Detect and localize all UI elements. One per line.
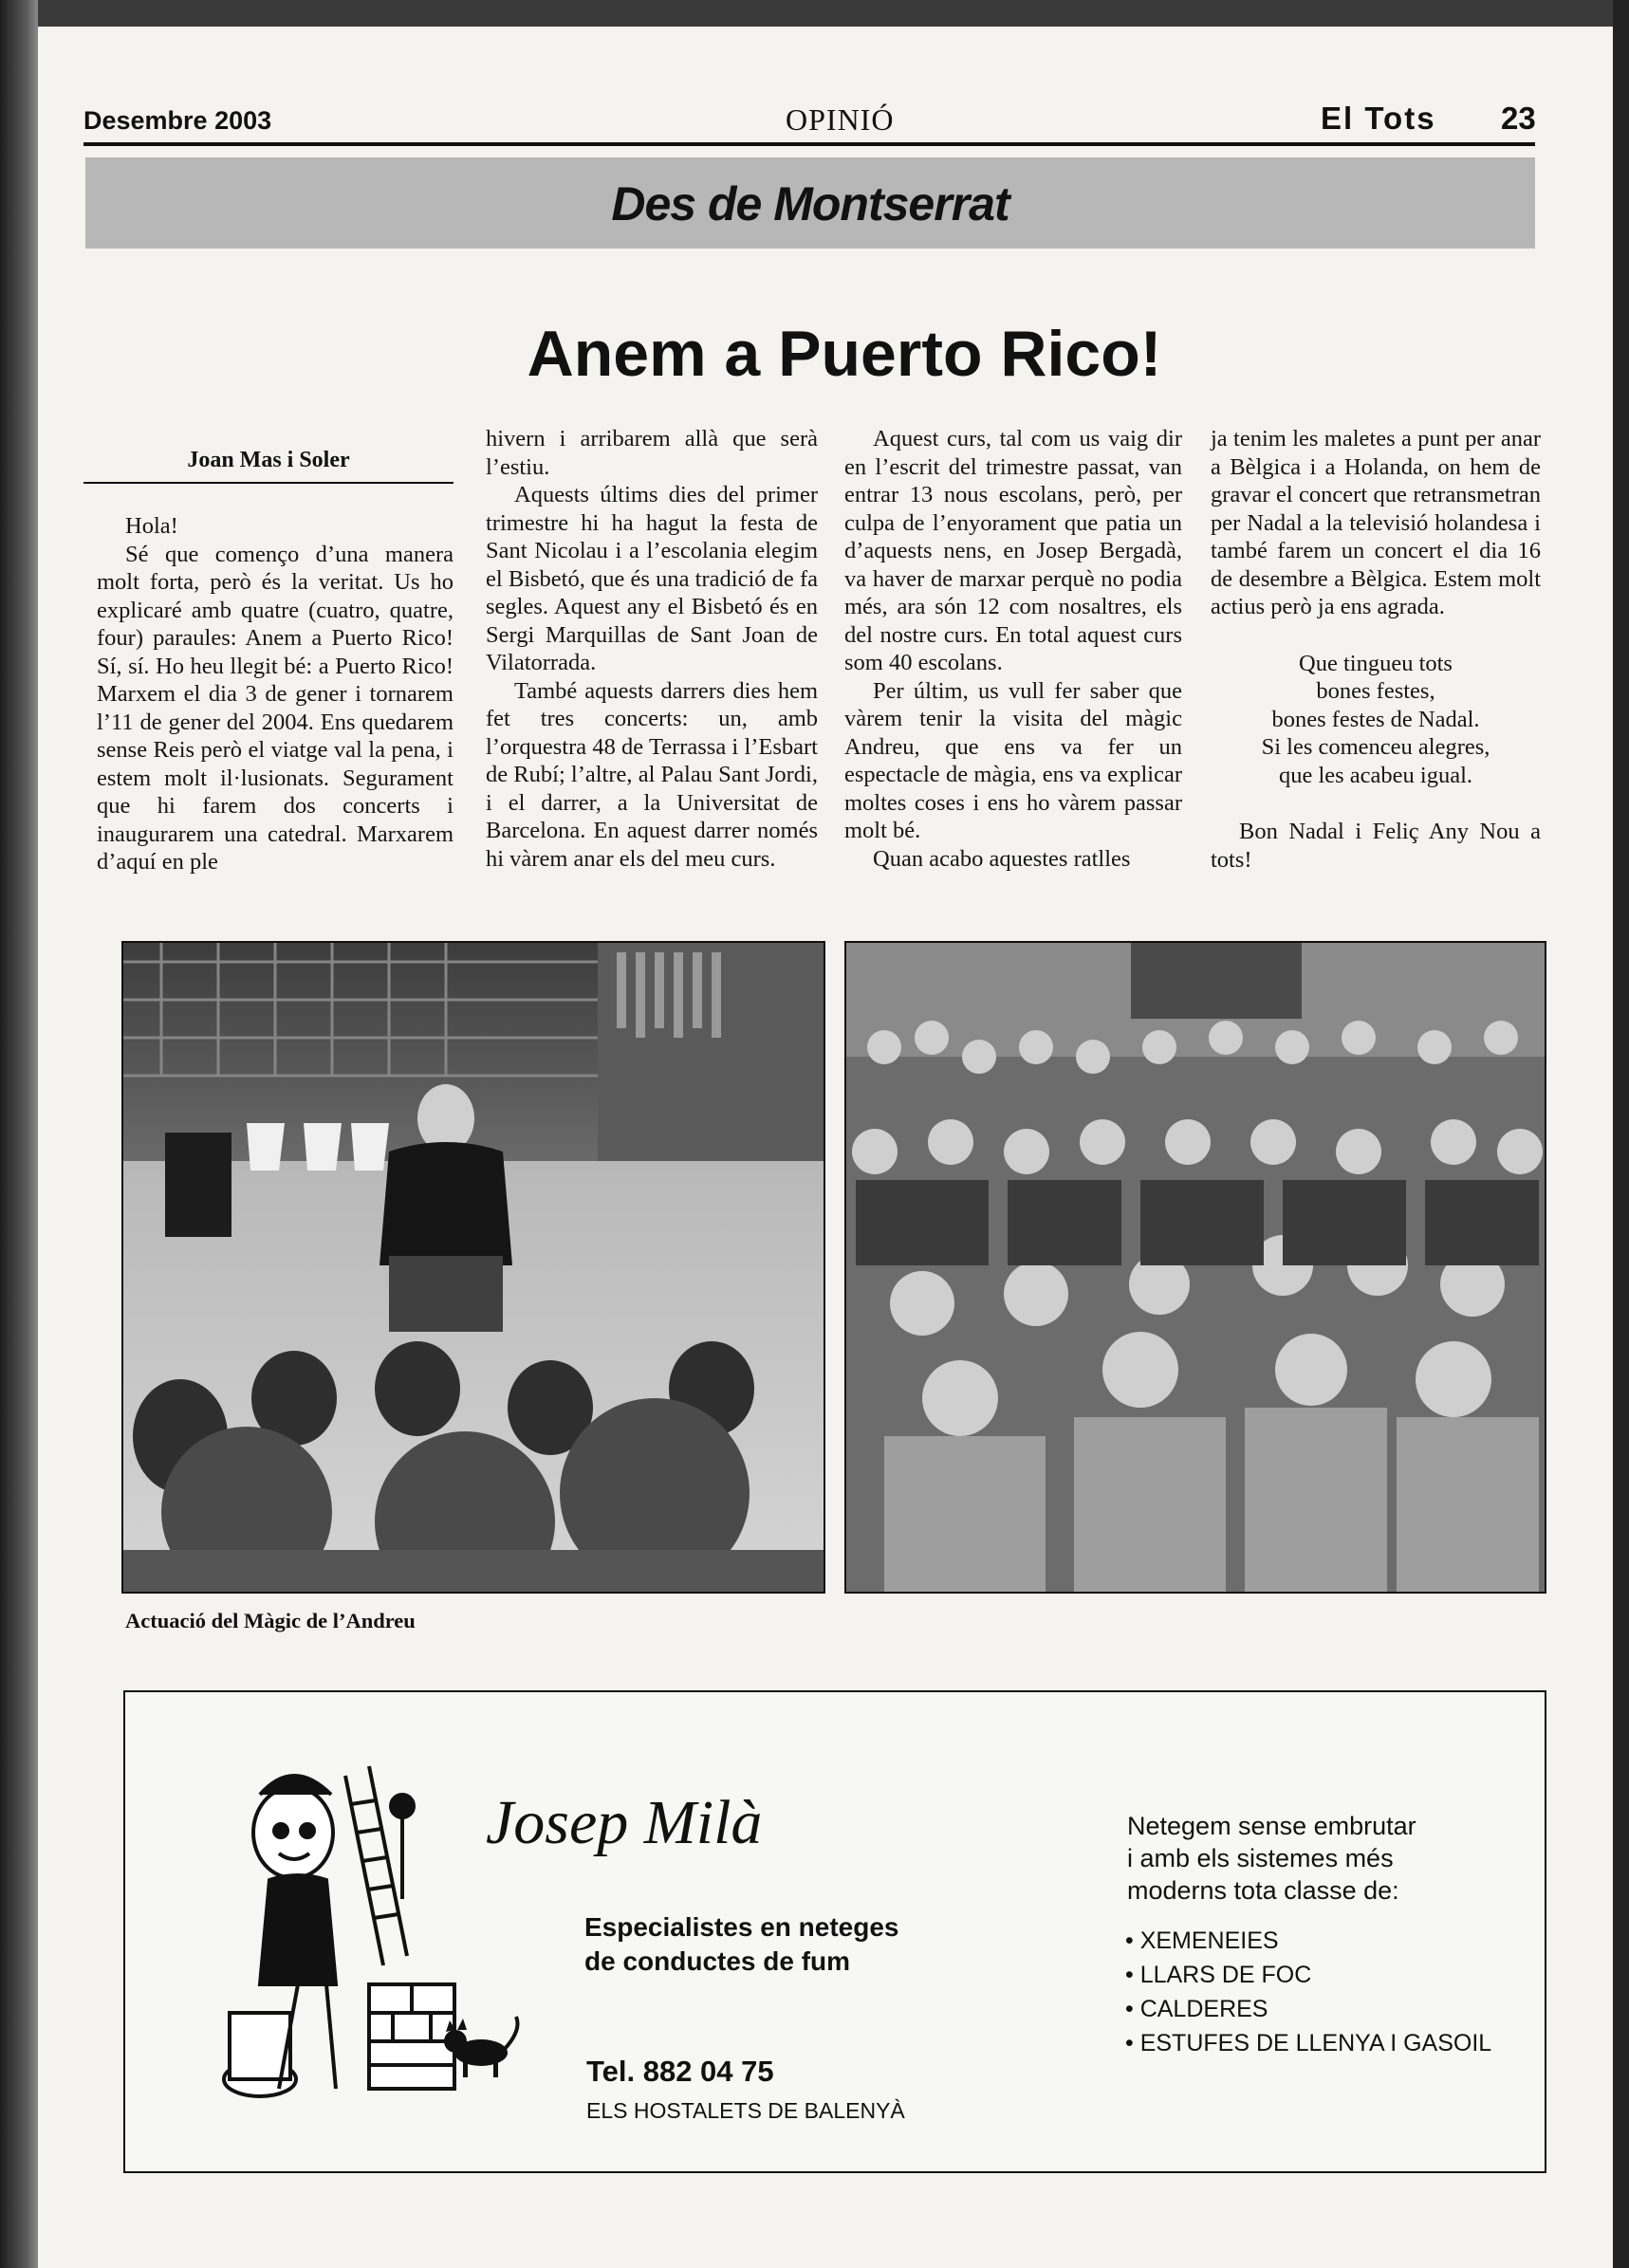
photo-magician-performance — [121, 941, 825, 1594]
paragraph: hivern i arribarem allà que serà l’estiu. — [486, 426, 818, 480]
paragraph: ja tenim les maletes a punt per anar a Bèlgica i a Holanda, on hem de gravar el concert que retransmetran per Nadal a la televisió holandesa i també farem un concert el dia 16 de desembre a Bèlgica. Estem molt actius però ja ens agrada. — [1211, 426, 1541, 619]
ad-specialty — [584, 1910, 899, 1979]
poem-line: Si les comenceu alegres, — [1261, 734, 1490, 760]
paragraph: Hola! — [125, 513, 178, 539]
scan-edge — [1613, 0, 1629, 2268]
section-banner — [85, 157, 1535, 249]
poem-line: Que tingueu tots — [1299, 650, 1453, 676]
photo-caption: Actuació del Màgic de l’Andreu — [125, 1609, 416, 1632]
paragraph: Sé que començo d’una manera molt forta, però és la veritat. Us ho explicaré amb quatre (cuatro, quatre, four) paraules: Anem a Puerto Rico! Sí, sí. Ho heu llegit bé: a Puerto Rico! Marxem el dia 3 de gener i tornarem l’11 de gener del 2004. Ens quedarem sense Reis però el viatge val la pena, i estem molt il·lusionats. Segurament que hi farem dos concerts i inaugurarem una catedral. Marxarem d’aquí en ple — [97, 541, 454, 875]
ad-intro-line: i amb els sistemes més — [1127, 1844, 1394, 1872]
article-headline: Anem a Puerto Rico! — [527, 318, 1162, 390]
header-section: OPINIÓ — [786, 102, 895, 137]
paragraph: Quan acabo aquestes ratlles — [873, 845, 1131, 872]
cat-illustration — [438, 2015, 524, 2081]
poem-line: bones festes de Nadal. — [1271, 706, 1480, 732]
header-date: Desembre 2003 — [83, 106, 272, 135]
ad-services-list — [1125, 1924, 1491, 2060]
poem-line: que les acabeu igual. — [1278, 762, 1473, 788]
page-header — [83, 99, 1535, 146]
author-rule — [83, 482, 454, 484]
page-binding-shadow — [0, 0, 38, 2268]
ad-telephone: Tel. 882 04 75 — [586, 2055, 774, 2088]
ad-service-item: • LLARS DE FOC — [1125, 1958, 1491, 1992]
photo-magician-image — [123, 943, 824, 1592]
ad-service-item: • ESTUFES DE LLENYA I GASOIL — [1125, 2026, 1491, 2060]
article-column-3 — [844, 425, 1182, 873]
article-column-2 — [486, 425, 818, 873]
closing-greeting: Bon Nadal i Feliç Any Nou a tots! — [1211, 819, 1541, 873]
photo-audience-choirboys — [844, 941, 1546, 1594]
article-author: Joan Mas i Soler — [187, 448, 350, 472]
ad-specialty-line: Especialistes en neteges — [584, 1912, 899, 1942]
photo-audience-image — [846, 943, 1545, 1592]
ad-specialty-line: de conductes de fum — [584, 1946, 851, 1976]
poem-line: bones festes, — [1316, 678, 1435, 704]
header-magazine-name: El Tots — [1321, 101, 1436, 136]
ad-intro-line: Netegem sense embrutar — [1127, 1812, 1416, 1840]
ad-service-item: • CALDERES — [1125, 1992, 1491, 2026]
page-number: 23 — [1501, 101, 1536, 136]
paragraph: Per últim, us vull fer saber que vàrem tenir la visita del màgic Andreu, que ens va fer un espectacle de màgia, ens va explicar moltes coses i ens ho vàrem passar molt bé. — [844, 677, 1182, 843]
paragraph: Aquest curs, tal com us vaig dir en l’escrit del trimestre passat, van entrar 13 nous escolans, però, per culpa de l’enyorament que patia un d’aquests nens, en Josep Bergadà, va haver de marxar perquè no podia més, ara són 12 com nosaltres, els del nostre curs. En total aquest curs som 40 escolans. — [844, 426, 1182, 675]
advertisement-box — [123, 1690, 1546, 2173]
ad-service-item: • XEMENEIES — [1125, 1924, 1491, 1958]
article-column-1 — [97, 512, 454, 876]
paragraph: També aquests darrers dies hem fet tres concerts: un, amb l’orquestra 48 de Terrassa i l’Esbart de Rubí; l’altre, al Palau Sant Jordi, i el darrer, a la Universitat de Barcelona. En aquest darrer només hi vàrem anar els del meu curs. — [486, 677, 818, 872]
ad-brand-name: Josep Milà — [486, 1788, 763, 1857]
paragraph: Aquests últims dies del primer trimestre hi ha hagut la festa de Sant Nicolau i a l’escolania elegim el Bisbetó, que és una tradició de fa segles. Aquest any el Bisbetó és en Sergi Marquillas de Sant Joan de Vilatorrada. — [486, 482, 818, 675]
banner-title: Des de Montserrat — [611, 177, 1009, 230]
ad-services-intro — [1127, 1810, 1416, 1907]
ad-town: ELS HOSTALETS DE BALENYÀ — [586, 2098, 905, 2123]
article-column-4 — [1211, 425, 1541, 874]
ad-intro-line: moderns tota classe de: — [1127, 1876, 1399, 1905]
